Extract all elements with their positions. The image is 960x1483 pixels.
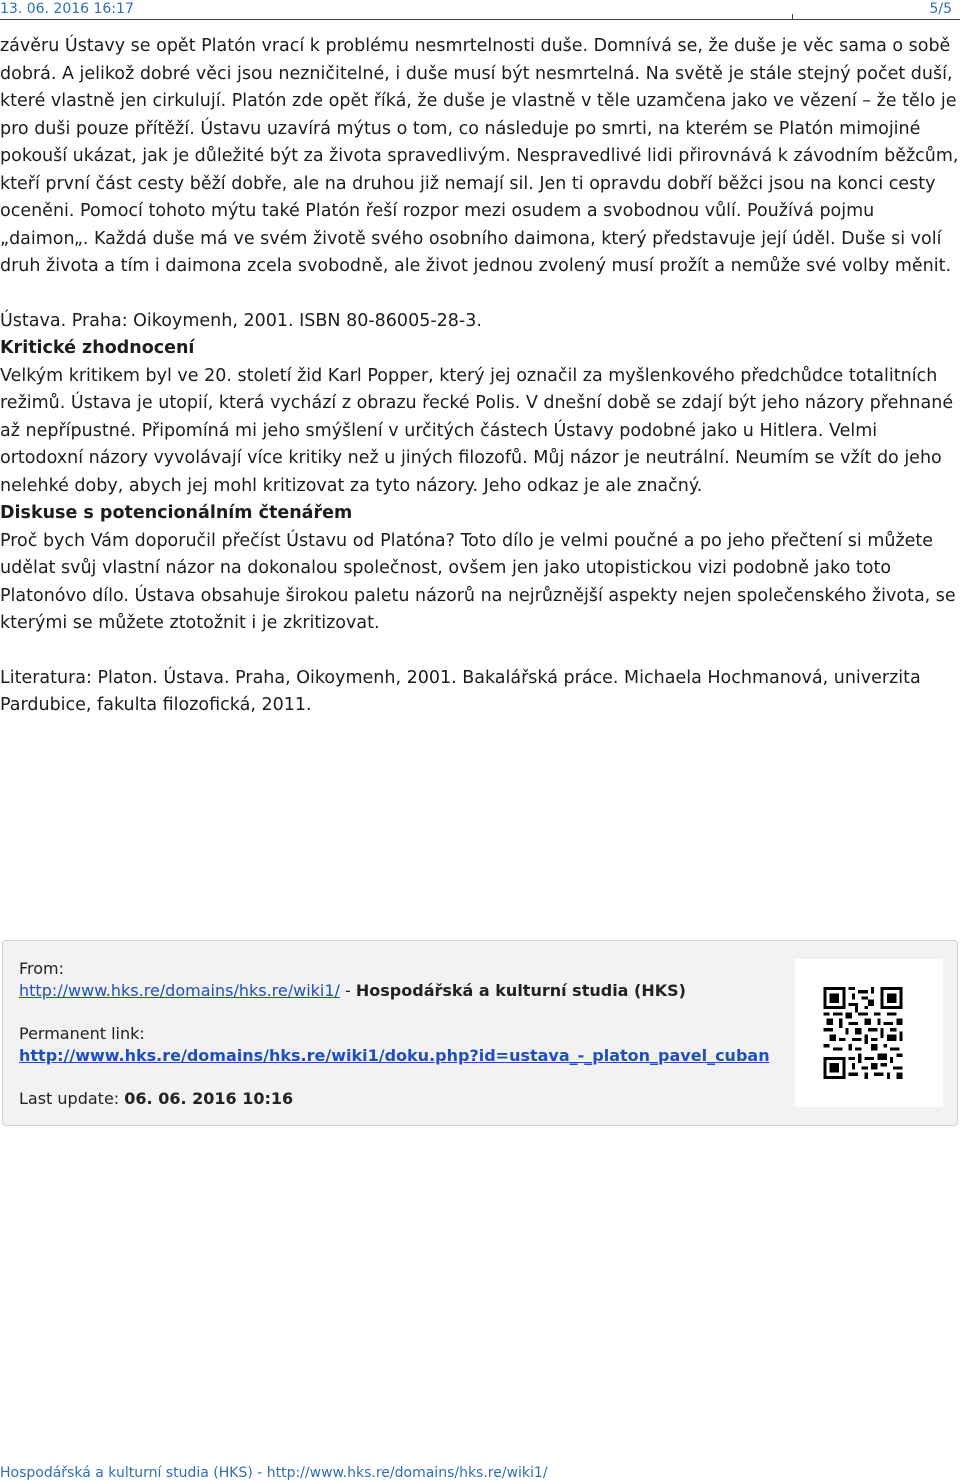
source-info-box <box>2 940 958 1126</box>
article-body <box>0 33 960 720</box>
last-update-value: 06. 06. 2016 10:16 <box>124 1089 294 1108</box>
permalink-line <box>19 1045 770 1067</box>
citation: Ústava. Praha: Oikoymenh, 2001. ISBN 80-86005-28-3. <box>0 310 482 331</box>
paragraph-discussion: Proč bych Vám doporučil přečíst Ústavu od Platóna? Toto dílo je velmi poučné a po jeho přečtení si můžete udělat svůj vlastní názor na dokonalou společnost, ovšem jen jako utopistickou vizi podobně jako toto Platonóvo dílo. Ústava obsahuje širokou paletu názorů na nejrůznější aspekty nejen společenského života, se kterými se můžete ztotožnit i je zkritizovat. <box>0 530 956 633</box>
print-date: 13. 06. 2016 16:17 <box>0 1 134 17</box>
from-link[interactable]: http://www.hks.re/domains/hks.re/wiki1/ <box>19 981 340 1000</box>
site-name: Hospodářská a kulturní studia (HKS) <box>355 981 686 1000</box>
page-header <box>0 0 960 24</box>
last-update-label: Last update: <box>19 1089 120 1108</box>
page-number: 5/5 <box>929 1 952 17</box>
page-footer: Hospodářská a kulturní studia (HKS) - http://www.hks.re/domains/hks.re/wiki1/ <box>0 1465 548 1481</box>
header-divider-tick <box>792 14 793 20</box>
last-update-line <box>19 1088 293 1110</box>
from-label: From: <box>19 959 65 978</box>
permalink-link[interactable]: http://www.hks.re/domains/hks.re/wiki1/doku.php?id=ustava_-_platon_pavel_cuban <box>19 1046 770 1065</box>
paragraph-critique: Velkým kritikem byl ve 20. století žid Karl Popper, který jej označil za myšlenkového předchůdce totalitních režimů. Ústava je utopií, která vychází z obrazu řecké Polis. V dnešní době se zdají být jeho názory přehnané až nepřípustné. Připomíná mi jeho smýšlení v určitých částech Ústavy podobné jako u Hitlera. Velmi ortodoxní názory vyvolávají více kritiky než u jiných filozofů. Můj názor je neutrální. Neumím se vžít do jeho nelehké doby, abych jej mohl kritizovat za tyto názory. Jeho odkaz je ale značný. <box>0 365 954 496</box>
paragraph-ending: závěru Ústavy se opět Platón vrací k problému nesmrtelnosti duše. Domnívá se, že duše je věc sama o sobě dobrá. A jelikož dobré věci jsou nezničitelné, i duše musí být nesmrtelná. Na světě je stále stejný počet duší, které vlastně jen cirkulují. Platón zde opět říká, že duše je vlastně v těle uzamčena jako ve vězení – že tělo je pro duši pouze přítěží. Ústavu uzavírá mýtus o tom, co následuje po smrti, na kterém se Platón mimojiné pokouší ukázat, jak je důležité být za života spravedlivým. Nespravedlivé lidi přirovnává k závodním běžcům, kteří první část cesty běží dobře, ale na druhou již nemají sil. Jen ti opravdu dobří běžci jsou na konci cesty oceněni. Pomocí tohoto mýtu také Platón řeší rozpor mezi osudem a svobodnou vůlí. Používá pojmu „daimon„. Každá duše má ve svém životě svého osobního daimona, který představuje její úděl. Duše si volí druh života a tím i daimona zcela svobodně, ale život jednou zvolený musí prožít a nemůže své volby měnit. <box>0 36 959 276</box>
from-separator: - <box>339 981 356 1000</box>
header-divider <box>0 19 960 20</box>
heading-critique: Kritické zhodnocení <box>0 338 195 358</box>
heading-discussion: Diskuse s potencionálním čtenářem <box>0 503 353 523</box>
from-line <box>19 980 686 1002</box>
permalink-label: Permanent link: <box>19 1024 145 1043</box>
qr-code <box>795 959 943 1107</box>
qr-code-icon <box>823 987 903 1079</box>
literature: Literatura: Platon. Ústava. Praha, Oikoymenh, 2001. Bakalářská práce. Michaela Hochmanová, univerzita Pardubice, fakulta filozofická, 2011. <box>0 667 921 715</box>
